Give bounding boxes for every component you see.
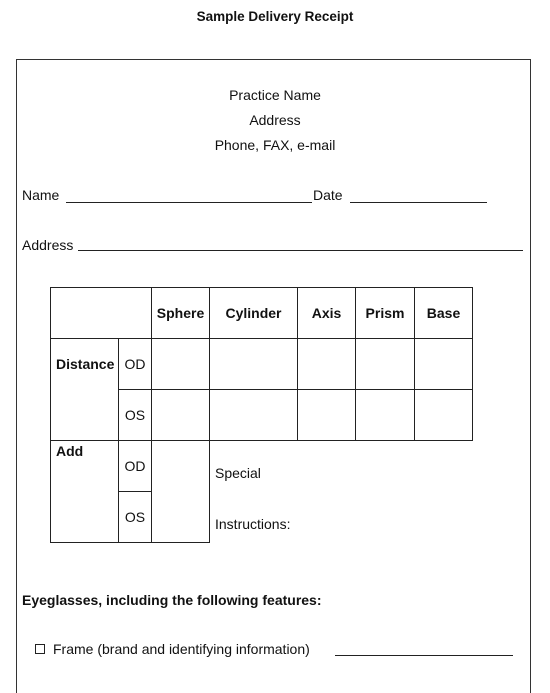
features-heading: Eyeglasses, including the following features: [22, 592, 322, 608]
instructions-label: Instructions: [215, 516, 291, 532]
frame-item-label: Frame (brand and identifying information) [53, 641, 310, 657]
practice-name: Practice Name [229, 87, 321, 103]
distance-spacer-cell [51, 390, 119, 441]
address-label: Address [22, 237, 74, 253]
distance-od-base-cell[interactable] [415, 339, 473, 390]
distance-label: Distance [51, 339, 119, 390]
prescription-table [50, 287, 473, 543]
distance-os-base-cell[interactable] [415, 390, 473, 441]
page-title: Sample Delivery Receipt [196, 9, 354, 24]
frame-info-field[interactable] [335, 655, 513, 656]
table-corner-cell [51, 288, 152, 339]
distance-od-sphere-cell[interactable] [152, 339, 210, 390]
axis-header: Axis [298, 288, 356, 339]
special-label: Special [215, 465, 261, 481]
cylinder-header: Cylinder [210, 288, 298, 339]
address-field[interactable] [78, 250, 523, 251]
name-field[interactable] [66, 202, 312, 203]
date-label: Date [313, 187, 343, 203]
practice-contact: Phone, FAX, e-mail [214, 137, 336, 153]
add-od-label: OD [119, 441, 152, 492]
distance-os-sphere-cell[interactable] [152, 390, 210, 441]
sphere-header: Sphere [152, 288, 210, 339]
name-label: Name [22, 187, 60, 203]
distance-os-label: OS [119, 390, 152, 441]
practice-address: Address [249, 112, 301, 128]
base-header: Base [415, 288, 473, 339]
add-value-cell[interactable] [152, 441, 210, 543]
distance-os-cylinder-cell[interactable] [210, 390, 298, 441]
date-field[interactable] [350, 202, 487, 203]
add-os-label: OS [119, 492, 152, 543]
prism-header: Prism [356, 288, 415, 339]
distance-od-axis-cell[interactable] [298, 339, 356, 390]
add-label: Add [51, 441, 119, 543]
distance-os-axis-cell[interactable] [298, 390, 356, 441]
distance-od-cylinder-cell[interactable] [210, 339, 298, 390]
distance-od-label: OD [119, 339, 152, 390]
frame-checkbox[interactable] [35, 644, 45, 654]
distance-od-prism-cell[interactable] [356, 339, 415, 390]
distance-os-prism-cell[interactable] [356, 390, 415, 441]
